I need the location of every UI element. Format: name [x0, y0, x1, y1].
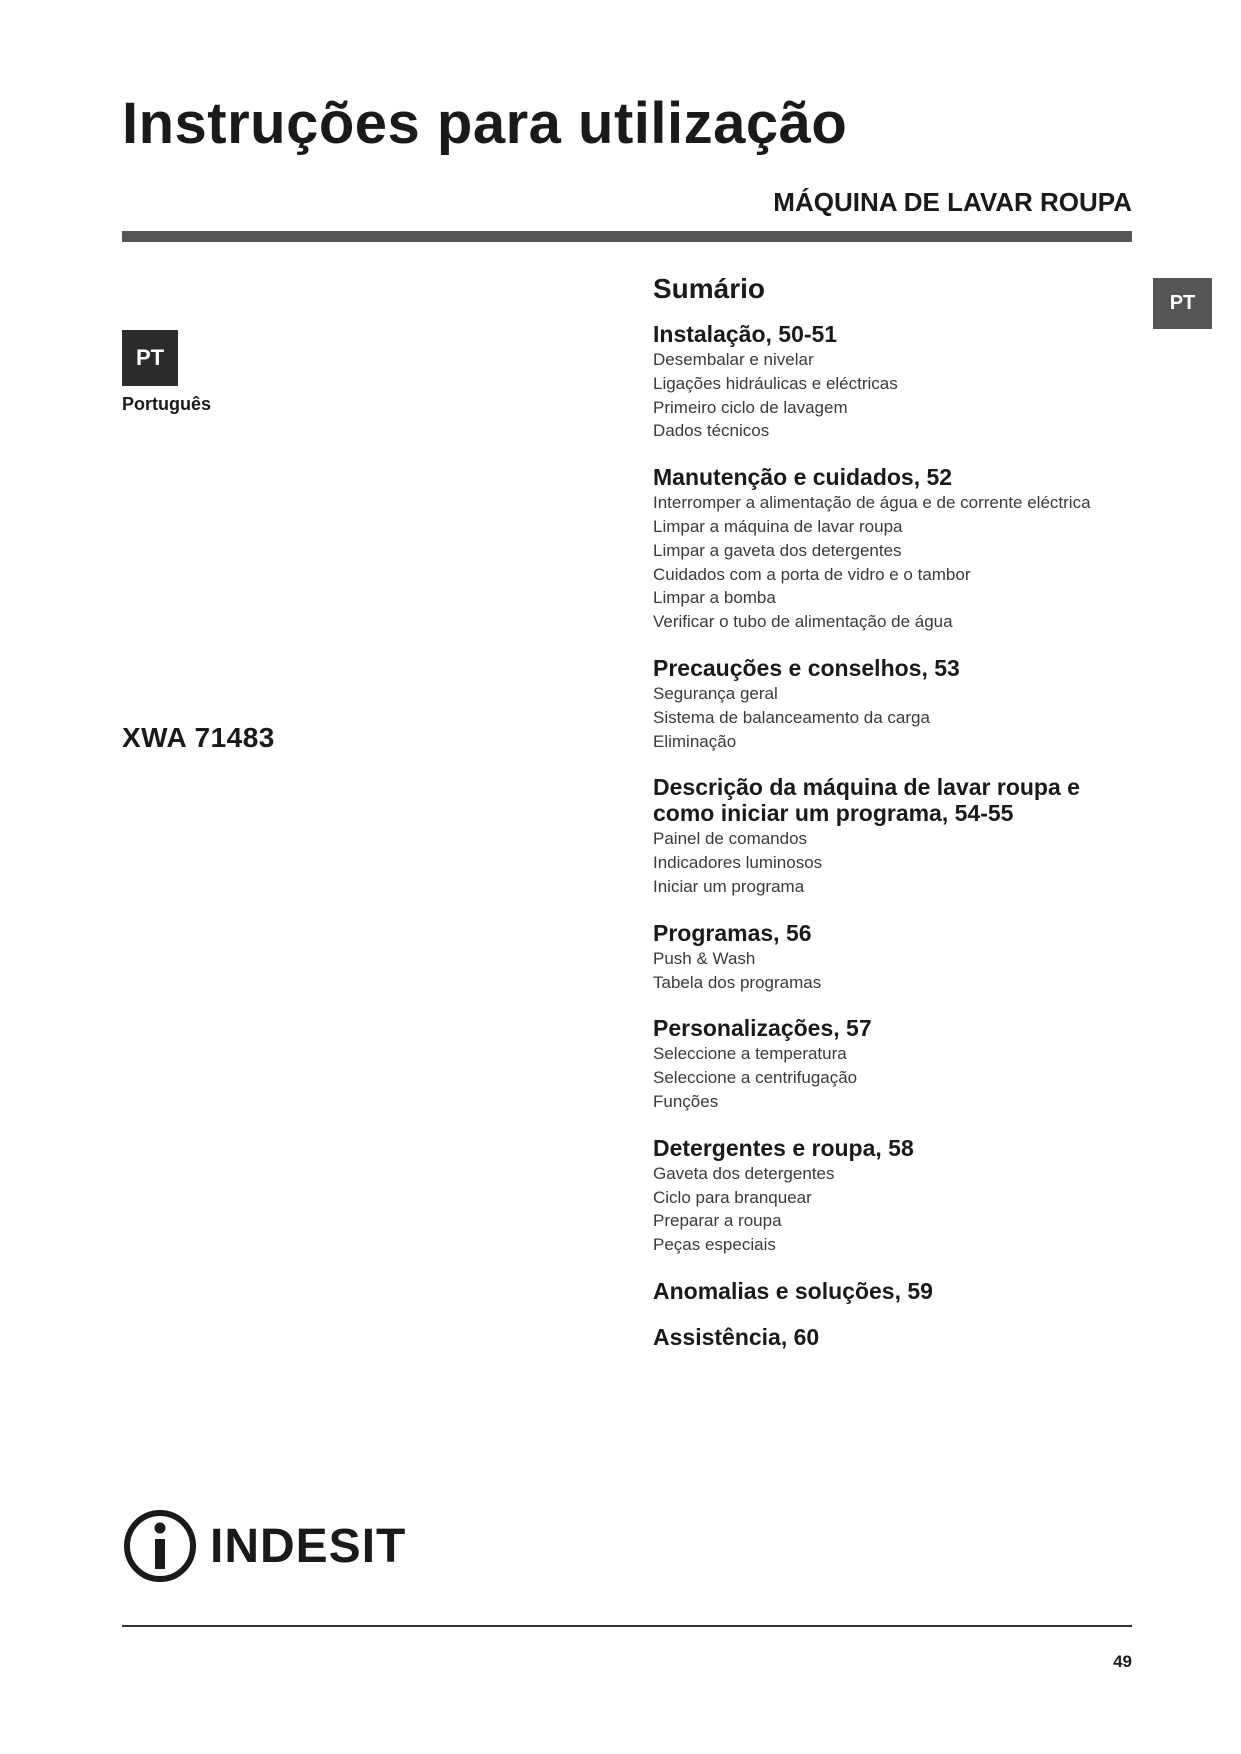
info-circle-icon	[122, 1508, 198, 1584]
toc-sections	[653, 322, 1133, 1349]
toc-item: Gaveta dos detergentes	[653, 1163, 835, 1183]
toc-item: Painel de comandos	[653, 829, 808, 849]
section-title: Descrição da máquina de lavar roupa e	[653, 774, 1080, 801]
section-title: Personalizações, 57	[653, 1015, 872, 1042]
toc-item: Indicadores luminosos	[653, 853, 823, 873]
section-title: Precauções e conselhos, 53	[653, 654, 960, 681]
brand-name: INDESIT	[210, 1519, 407, 1573]
toc-item: Eliminação	[653, 731, 737, 751]
section-title: Instalação, 50-51	[653, 321, 838, 347]
footer-divider	[122, 1625, 1132, 1627]
toc-item: Peças especiais	[653, 1235, 776, 1255]
toc-section	[653, 322, 1133, 443]
section-title: Detergentes e roupa, 58	[653, 1134, 914, 1161]
toc-item: Sistema de balanceamento da carga	[653, 707, 930, 727]
toc-item: Iniciar um programa	[653, 876, 805, 896]
document-subtitle: MÁQUINA DE LAVAR ROUPA	[773, 187, 1132, 217]
page-number: 49	[1113, 1652, 1132, 1671]
toc-item: Preparar a roupa	[653, 1211, 782, 1231]
toc-item: Limpar a bomba	[653, 588, 776, 608]
section-title: Manutenção e cuidados, 52	[653, 464, 953, 491]
section-title: Assistência, 60	[653, 1323, 820, 1350]
toc-section	[653, 1279, 1133, 1303]
toc-heading: Sumário	[653, 273, 766, 304]
toc-item: Ligações hidráulicas e eléctricas	[653, 373, 898, 393]
toc-section	[653, 1016, 1133, 1113]
toc-section	[653, 1136, 1133, 1257]
brand-logo	[122, 1508, 406, 1584]
page-title: Instruções para utilização	[122, 91, 848, 156]
toc-item: Segurança geral	[653, 683, 778, 703]
toc-item: Limpar a gaveta dos detergentes	[653, 540, 902, 560]
section-title-continued: como iniciar um programa, 54-55	[653, 800, 1014, 827]
toc-section	[653, 921, 1133, 995]
toc-item: Interromper a alimentação de água e de corrente eléctrica	[653, 493, 1091, 513]
toc-item: Push & Wash	[653, 948, 756, 968]
toc-item: Cuidados com a porta de vidro e o tambor	[653, 564, 971, 584]
toc-item: Seleccione a centrifugação	[653, 1068, 858, 1088]
model-number: XWA 71483	[122, 722, 275, 753]
toc-section	[653, 1325, 1133, 1349]
toc-item: Primeiro ciclo de lavagem	[653, 397, 848, 417]
toc-section	[653, 465, 1133, 634]
toc-section	[653, 775, 1133, 898]
toc-item: Tabela dos programas	[653, 972, 822, 992]
toc-item: Ciclo para branquear	[653, 1187, 812, 1207]
toc-item: Limpar a máquina de lavar roupa	[653, 516, 903, 536]
section-title: Programas, 56	[653, 919, 812, 946]
toc-item: Desembalar e nivelar	[653, 350, 814, 369]
language-side-tab: PT	[1153, 278, 1212, 329]
table-of-contents	[653, 272, 1133, 1371]
header-divider	[122, 231, 1132, 242]
toc-item: Funções	[653, 1091, 719, 1111]
language-label: Português	[122, 394, 212, 414]
toc-item: Dados técnicos	[653, 421, 770, 441]
section-title: Anomalias e soluções, 59	[653, 1277, 933, 1304]
toc-item: Verificar o tubo de alimentação de água	[653, 612, 953, 632]
toc-item: Seleccione a temperatura	[653, 1044, 847, 1064]
toc-section	[653, 656, 1133, 753]
language-badge: PT	[122, 330, 178, 386]
